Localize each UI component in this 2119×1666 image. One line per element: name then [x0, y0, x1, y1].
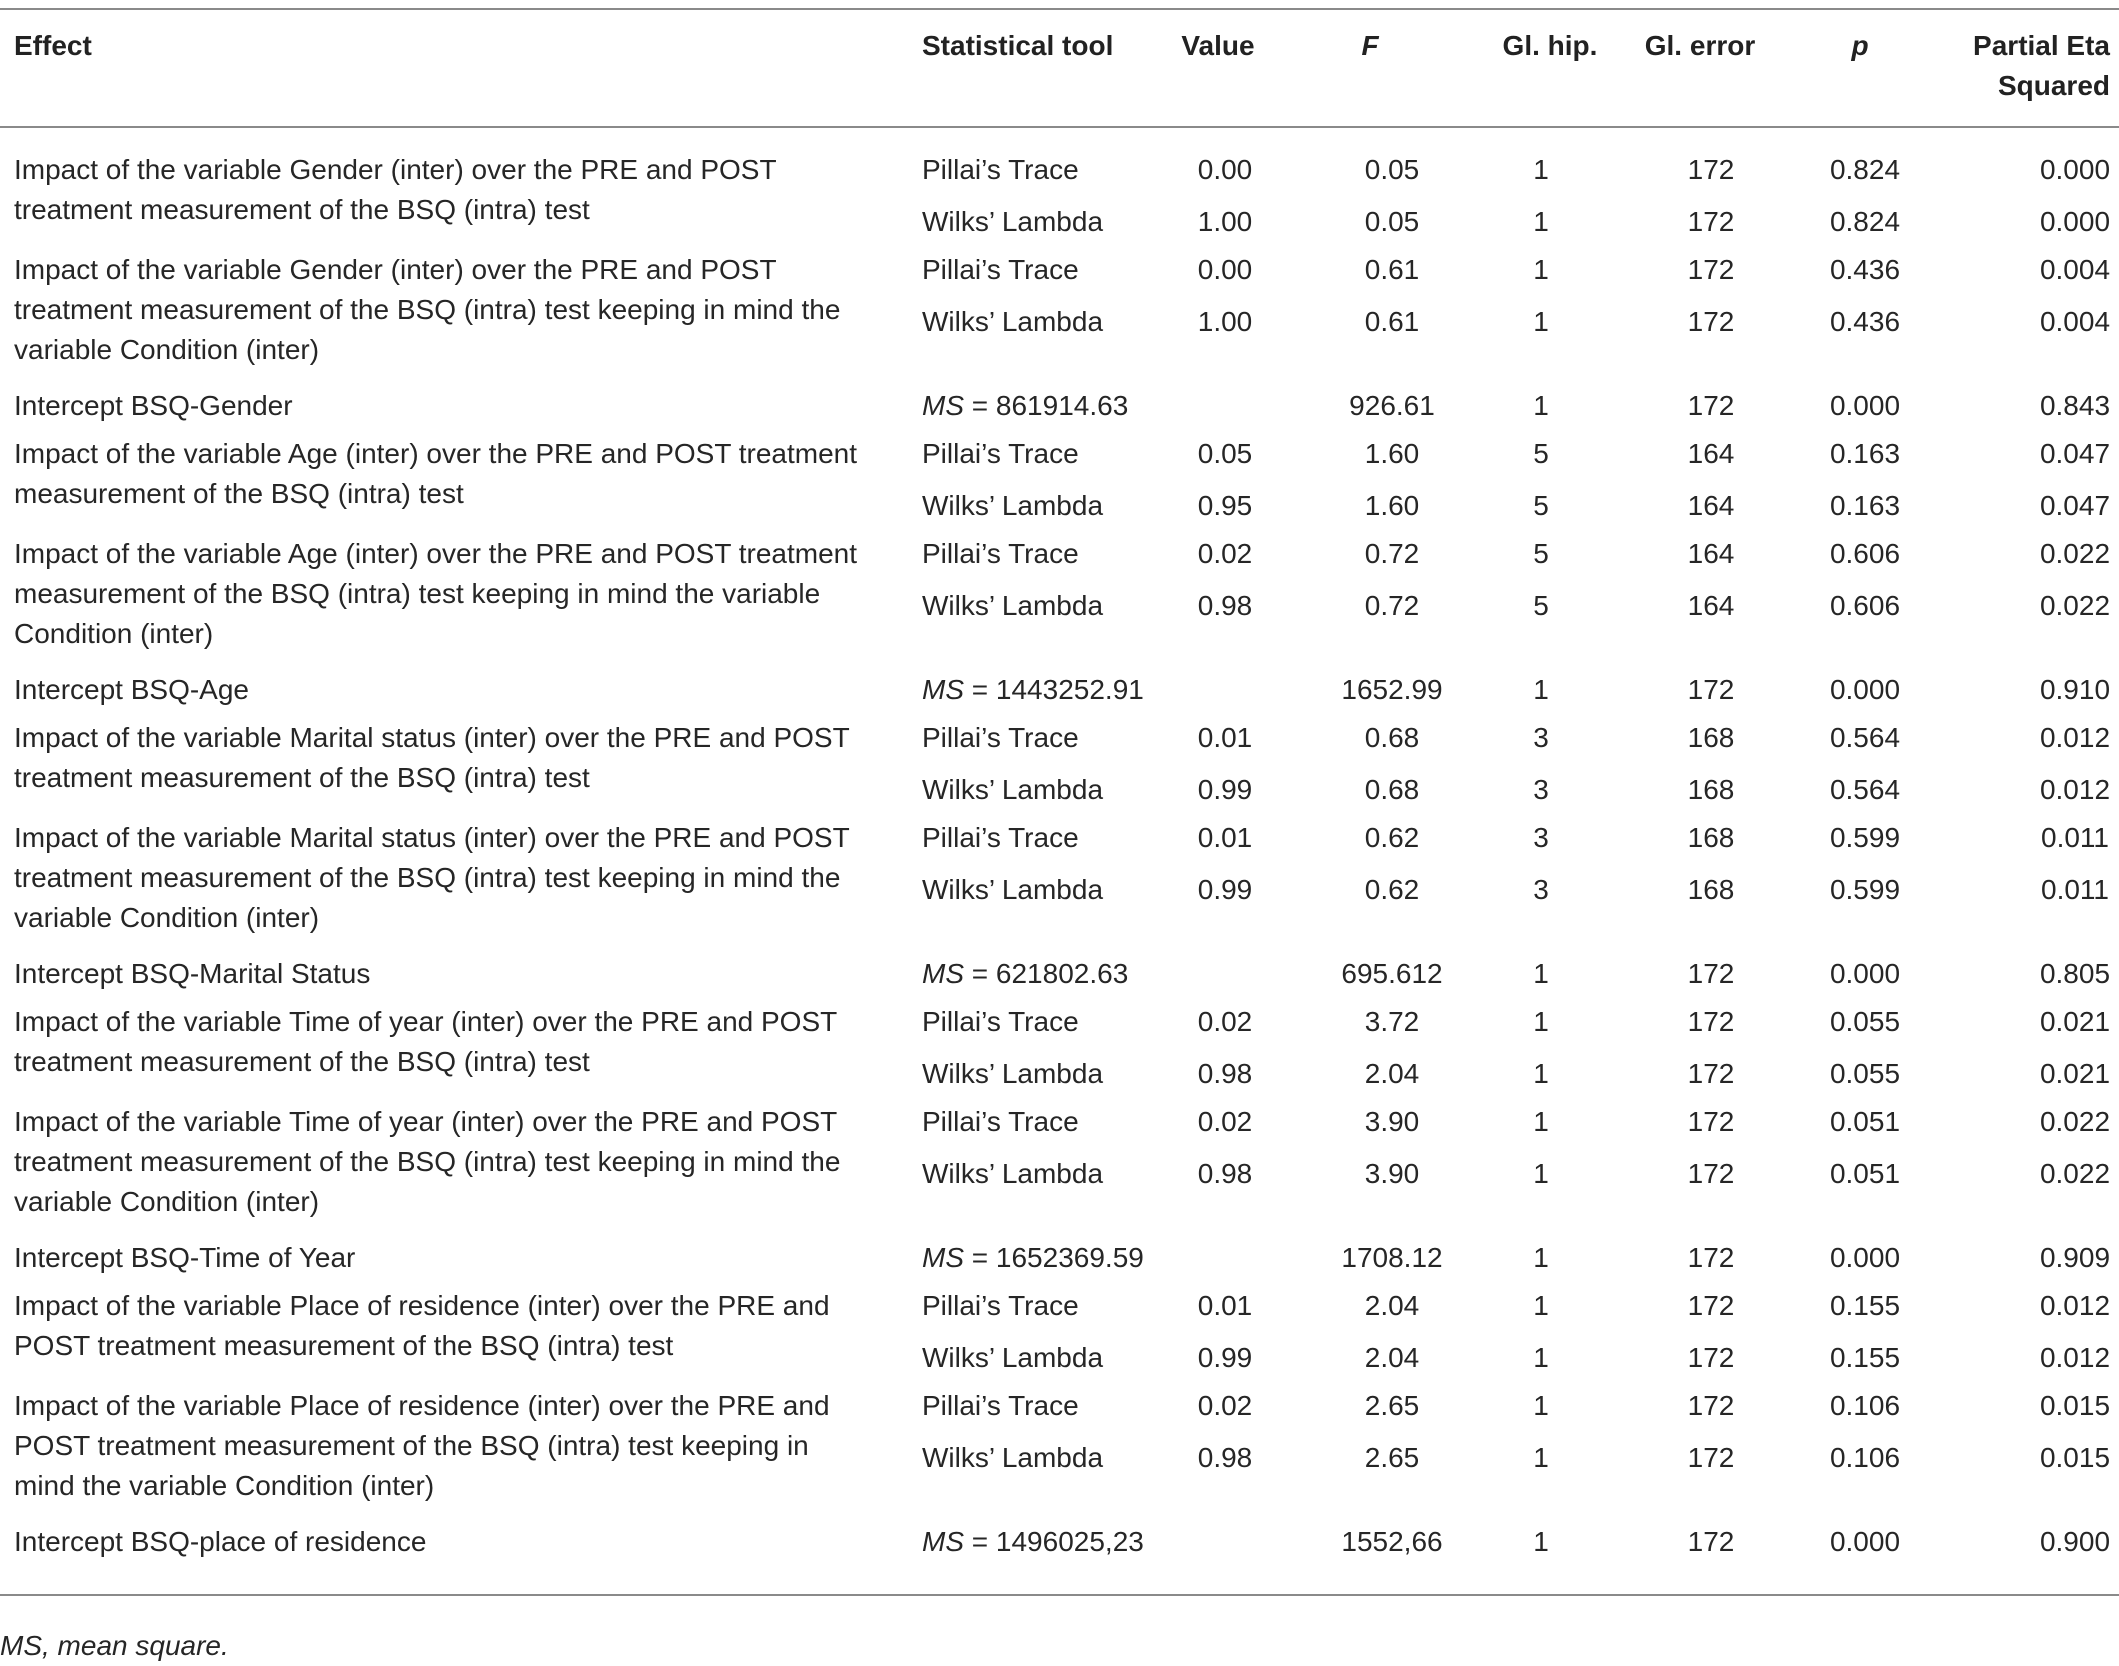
f-cell: 0.68 — [1364, 722, 1420, 753]
gl-error-cell: 172 — [1687, 154, 1735, 185]
p-cell: 0.055 — [1829, 1058, 1901, 1089]
gl-error-cell: 172 — [1687, 306, 1735, 337]
statistical-tool: Wilks’ Lambda — [922, 1342, 1104, 1373]
gl-error-cell: 164 — [1687, 438, 1735, 469]
header-rule — [0, 126, 2119, 128]
gl-hip-cell: 1 — [1533, 674, 1549, 705]
f-cell: 926.61 — [1349, 390, 1435, 421]
gl-hip-cell: 1 — [1533, 254, 1549, 285]
value-cell: 0.02 — [1197, 538, 1253, 569]
partial-eta-cell: 0.047 — [2039, 490, 2111, 521]
value-cell: 0.95 — [1197, 490, 1253, 521]
partial-eta-cell: 0.022 — [2039, 538, 2111, 569]
f-cell: 0.61 — [1364, 254, 1420, 285]
p-cell: 0.824 — [1829, 154, 1901, 185]
gl-error-cell: 172 — [1687, 390, 1735, 421]
partial-eta-cell: 0.000 — [2039, 206, 2111, 237]
f-cell: 3.72 — [1364, 1006, 1420, 1037]
partial-eta-cell: 0.022 — [2039, 590, 2111, 621]
bottom-rule — [0, 1594, 2119, 1596]
partial-eta-cell: 0.011 — [2041, 822, 2109, 853]
gl-hip-cell: 1 — [1533, 206, 1549, 237]
statistical-tool: Pillai’s Trace — [922, 538, 1079, 569]
p-cell: 0.155 — [1829, 1342, 1901, 1373]
statistical-tool: Pillai’s Trace — [922, 1290, 1079, 1321]
value-cell: 0.99 — [1197, 774, 1253, 805]
partial-eta-cell: 0.900 — [2039, 1526, 2111, 1557]
f-cell: 0.62 — [1364, 874, 1420, 905]
partial-eta-cell: 0.000 — [2039, 154, 2111, 185]
f-cell: 2.04 — [1364, 1342, 1420, 1373]
header-statistical-tool: Statistical tool — [922, 30, 1114, 61]
header-effect: Effect — [14, 30, 92, 61]
effect-label: Impact of the variable Gender (inter) over the PRE and POST — [14, 154, 777, 185]
gl-hip-cell: 1 — [1533, 1342, 1549, 1373]
effect-label: variable Condition (inter) — [14, 902, 320, 933]
header-gl-error: Gl. error — [1644, 30, 1756, 61]
ms-number: = 1496025,23 — [964, 1526, 1144, 1557]
statistical-tool: Wilks’ Lambda — [922, 774, 1104, 805]
partial-eta-cell: 0.012 — [2039, 722, 2111, 753]
value-cell: 0.00 — [1197, 254, 1253, 285]
gl-hip-cell: 3 — [1533, 774, 1549, 805]
ms-label: MS — [922, 958, 964, 989]
gl-error-cell: 172 — [1687, 1526, 1735, 1557]
gl-error-cell: 168 — [1687, 722, 1735, 753]
p-cell: 0.000 — [1829, 390, 1901, 421]
ms-number: = 1652369.59 — [964, 1242, 1144, 1273]
statistical-tool: Wilks’ Lambda — [922, 306, 1104, 337]
effect-label: Intercept BSQ-Time of Year — [14, 1242, 356, 1273]
p-cell: 0.000 — [1829, 958, 1901, 989]
value-cell: 0.02 — [1197, 1106, 1253, 1137]
effect-label: measurement of the BSQ (intra) test keeping in mind the variable — [14, 578, 821, 609]
ms-label: MS — [922, 1242, 964, 1273]
effect-label: mind the variable Condition (inter) — [14, 1470, 435, 1501]
statistical-tool: Wilks’ Lambda — [922, 1442, 1104, 1473]
f-cell: 1.60 — [1364, 490, 1420, 521]
gl-error-cell: 172 — [1687, 1006, 1735, 1037]
partial-eta-cell: 0.021 — [2039, 1006, 2111, 1037]
f-cell: 0.05 — [1364, 206, 1420, 237]
p-cell: 0.436 — [1829, 306, 1901, 337]
gl-hip-cell: 1 — [1533, 958, 1549, 989]
effect-label: Intercept BSQ-place of residence — [14, 1526, 427, 1557]
gl-error-cell: 172 — [1687, 1242, 1735, 1273]
gl-hip-cell: 1 — [1533, 1242, 1549, 1273]
gl-error-cell: 164 — [1687, 538, 1735, 569]
effect-label: Impact of the variable Time of year (inter) over the PRE and POST — [14, 1106, 838, 1137]
gl-hip-cell: 1 — [1533, 1106, 1549, 1137]
p-cell: 0.824 — [1829, 206, 1901, 237]
p-cell: 0.000 — [1829, 674, 1901, 705]
statistical-tool: Wilks’ Lambda — [922, 1158, 1104, 1189]
effect-label: POST treatment measurement of the BSQ (intra) test keeping in — [14, 1430, 809, 1461]
partial-eta-cell: 0.012 — [2039, 1290, 2111, 1321]
gl-hip-cell: 1 — [1533, 390, 1549, 421]
effect-label: variable Condition (inter) — [14, 334, 320, 365]
f-cell: 2.04 — [1364, 1058, 1420, 1089]
ms-label: MS — [922, 390, 964, 421]
partial-eta-cell: 0.805 — [2039, 958, 2111, 989]
f-cell: 0.61 — [1364, 306, 1420, 337]
gl-error-cell: 172 — [1687, 1442, 1735, 1473]
partial-eta-cell: 0.015 — [2039, 1442, 2111, 1473]
statistical-tool: Pillai’s Trace — [922, 1106, 1079, 1137]
ms-value — [922, 670, 1144, 710]
f-cell: 695.612 — [1341, 958, 1443, 989]
statistical-tool: Wilks’ Lambda — [922, 590, 1104, 621]
ms-number: = 1443252.91 — [964, 674, 1144, 705]
gl-hip-cell: 5 — [1533, 590, 1549, 621]
effect-label: Impact of the variable Gender (inter) over the PRE and POST — [14, 254, 777, 285]
p-cell: 0.436 — [1829, 254, 1901, 285]
gl-hip-cell: 1 — [1533, 1058, 1549, 1089]
p-cell: 0.606 — [1829, 538, 1901, 569]
gl-hip-cell: 3 — [1533, 722, 1549, 753]
value-cell: 0.01 — [1197, 722, 1253, 753]
p-cell: 0.155 — [1829, 1290, 1901, 1321]
gl-hip-cell: 1 — [1533, 306, 1549, 337]
footnote: MS, mean square. — [0, 1630, 229, 1661]
value-cell: 0.99 — [1197, 1342, 1253, 1373]
ms-value — [922, 1238, 1144, 1278]
ms-value — [922, 1522, 1144, 1562]
p-cell: 0.000 — [1829, 1242, 1901, 1273]
gl-hip-cell: 1 — [1533, 1290, 1549, 1321]
p-cell: 0.606 — [1829, 590, 1901, 621]
header-squared: Squared — [1997, 70, 2110, 101]
statistical-tool: Pillai’s Trace — [922, 722, 1079, 753]
p-cell: 0.163 — [1829, 490, 1901, 521]
gl-error-cell: 172 — [1687, 1158, 1735, 1189]
effect-label: treatment measurement of the BSQ (intra) test — [14, 762, 590, 793]
gl-hip-cell: 3 — [1533, 874, 1549, 905]
p-cell: 0.599 — [1829, 822, 1901, 853]
gl-error-cell: 172 — [1687, 1058, 1735, 1089]
f-cell: 2.04 — [1364, 1290, 1420, 1321]
gl-hip-cell: 5 — [1533, 538, 1549, 569]
partial-eta-cell: 0.012 — [2039, 1342, 2111, 1373]
ms-number: = 861914.63 — [964, 390, 1129, 421]
effect-label: treatment measurement of the BSQ (intra) test keeping in mind the — [14, 294, 841, 325]
gl-error-cell: 164 — [1687, 490, 1735, 521]
f-cell: 2.65 — [1364, 1442, 1420, 1473]
statistical-tool: Pillai’s Trace — [922, 154, 1079, 185]
value-cell: 0.98 — [1197, 1442, 1253, 1473]
partial-eta-cell: 0.015 — [2039, 1390, 2111, 1421]
gl-hip-cell: 5 — [1533, 490, 1549, 521]
gl-hip-cell: 1 — [1533, 1526, 1549, 1557]
gl-hip-cell: 3 — [1533, 822, 1549, 853]
effect-label: POST treatment measurement of the BSQ (intra) test — [14, 1330, 674, 1361]
effect-label: Intercept BSQ-Age — [14, 674, 250, 705]
value-cell: 0.02 — [1197, 1390, 1253, 1421]
effect-label: treatment measurement of the BSQ (intra) test keeping in mind the — [14, 1146, 841, 1177]
p-cell: 0.599 — [1829, 874, 1901, 905]
f-cell: 1652.99 — [1341, 674, 1443, 705]
value-cell: 0.98 — [1197, 1158, 1253, 1189]
gl-error-cell: 172 — [1687, 254, 1735, 285]
effect-label: Intercept BSQ-Gender — [14, 390, 293, 421]
header-partial-eta: Partial Eta — [1973, 30, 2110, 61]
gl-error-cell: 172 — [1687, 674, 1735, 705]
value-cell: 1.00 — [1197, 306, 1253, 337]
p-cell: 0.106 — [1829, 1390, 1901, 1421]
value-cell: 0.01 — [1197, 822, 1253, 853]
value-cell: 0.99 — [1197, 874, 1253, 905]
partial-eta-cell: 0.022 — [2039, 1106, 2111, 1137]
p-cell: 0.000 — [1829, 1526, 1901, 1557]
gl-hip-cell: 5 — [1533, 438, 1549, 469]
value-cell: 0.98 — [1197, 590, 1253, 621]
gl-hip-cell: 1 — [1533, 154, 1549, 185]
f-cell: 3.90 — [1364, 1106, 1420, 1137]
p-cell: 0.564 — [1829, 774, 1901, 805]
f-cell: 0.68 — [1364, 774, 1420, 805]
gl-error-cell: 172 — [1687, 206, 1735, 237]
partial-eta-cell: 0.004 — [2039, 254, 2111, 285]
partial-eta-cell: 0.910 — [2039, 674, 2111, 705]
gl-error-cell: 164 — [1687, 590, 1735, 621]
statistical-tool: Pillai’s Trace — [922, 1006, 1079, 1037]
effect-label: Condition (inter) — [14, 618, 214, 649]
effect-label: treatment measurement of the BSQ (intra) test keeping in mind the — [14, 862, 841, 893]
value-cell: 0.01 — [1197, 1290, 1253, 1321]
gl-hip-cell: 1 — [1533, 1390, 1549, 1421]
partial-eta-cell: 0.047 — [2039, 438, 2111, 469]
statistical-tool: Pillai’s Trace — [922, 1390, 1079, 1421]
statistical-tool: Wilks’ Lambda — [922, 490, 1104, 521]
value-cell: 0.05 — [1197, 438, 1253, 469]
effect-label: Impact of the variable Time of year (inter) over the PRE and POST — [14, 1006, 838, 1037]
gl-hip-cell: 1 — [1533, 1158, 1549, 1189]
p-cell: 0.051 — [1829, 1158, 1901, 1189]
effect-label: Impact of the variable Age (inter) over the PRE and POST treatment — [14, 438, 858, 469]
partial-eta-cell: 0.022 — [2039, 1158, 2111, 1189]
p-cell: 0.163 — [1829, 438, 1901, 469]
statistical-tool: Wilks’ Lambda — [922, 1058, 1104, 1089]
ms-number: = 621802.63 — [964, 958, 1129, 989]
ms-value — [922, 954, 1128, 994]
f-cell: 3.90 — [1364, 1158, 1420, 1189]
f-cell: 0.72 — [1364, 538, 1420, 569]
partial-eta-cell: 0.004 — [2039, 306, 2111, 337]
effect-label: Impact of the variable Marital status (inter) over the PRE and POST — [14, 722, 850, 753]
gl-error-cell: 168 — [1687, 774, 1735, 805]
gl-error-cell: 172 — [1687, 1342, 1735, 1373]
f-cell: 1552,66 — [1341, 1526, 1443, 1557]
f-cell: 0.62 — [1364, 822, 1420, 853]
header-p: p — [1851, 30, 1869, 61]
partial-eta-cell: 0.011 — [2041, 874, 2109, 905]
value-cell: 0.00 — [1197, 154, 1253, 185]
value-cell: 0.98 — [1197, 1058, 1253, 1089]
partial-eta-cell: 0.021 — [2039, 1058, 2111, 1089]
header-gl-hip: Gl. hip. — [1502, 30, 1598, 61]
f-cell: 0.05 — [1364, 154, 1420, 185]
value-cell: 1.00 — [1197, 206, 1253, 237]
p-cell: 0.051 — [1829, 1106, 1901, 1137]
gl-error-cell: 172 — [1687, 1390, 1735, 1421]
p-cell: 0.564 — [1829, 722, 1901, 753]
gl-error-cell: 168 — [1687, 874, 1735, 905]
f-cell: 0.72 — [1364, 590, 1420, 621]
gl-error-cell: 172 — [1687, 1290, 1735, 1321]
statistical-tool: Wilks’ Lambda — [922, 874, 1104, 905]
header-value: Value — [1181, 30, 1255, 61]
effect-label: Impact of the variable Place of residence (inter) over the PRE and — [14, 1290, 830, 1321]
effect-label: Impact of the variable Marital status (inter) over the PRE and POST — [14, 822, 850, 853]
effect-label: Impact of the variable Age (inter) over the PRE and POST treatment — [14, 538, 858, 569]
effect-label: treatment measurement of the BSQ (intra) test — [14, 194, 590, 225]
top-rule — [0, 8, 2119, 10]
gl-hip-cell: 1 — [1533, 1442, 1549, 1473]
partial-eta-cell: 0.843 — [2039, 390, 2111, 421]
gl-error-cell: 172 — [1687, 958, 1735, 989]
statistical-tool: Wilks’ Lambda — [922, 206, 1104, 237]
header-f: F — [1361, 30, 1379, 61]
statistical-tool: Pillai’s Trace — [922, 438, 1079, 469]
f-cell: 1.60 — [1364, 438, 1420, 469]
effect-label: measurement of the BSQ (intra) test — [14, 478, 464, 509]
ms-value — [922, 386, 1128, 426]
partial-eta-cell: 0.012 — [2039, 774, 2111, 805]
f-cell: 1708.12 — [1341, 1242, 1443, 1273]
effect-label: variable Condition (inter) — [14, 1186, 320, 1217]
p-cell: 0.106 — [1829, 1442, 1901, 1473]
p-cell: 0.055 — [1829, 1006, 1901, 1037]
statistical-tool: Pillai’s Trace — [922, 822, 1079, 853]
gl-error-cell: 172 — [1687, 1106, 1735, 1137]
value-cell: 0.02 — [1197, 1006, 1253, 1037]
statistical-tool: Pillai’s Trace — [922, 254, 1079, 285]
gl-hip-cell: 1 — [1533, 1006, 1549, 1037]
ms-label: MS — [922, 674, 964, 705]
ms-label: MS — [922, 1526, 964, 1557]
effect-label: treatment measurement of the BSQ (intra) test — [14, 1046, 590, 1077]
gl-error-cell: 168 — [1687, 822, 1735, 853]
f-cell: 2.65 — [1364, 1390, 1420, 1421]
effect-label: Intercept BSQ-Marital Status — [14, 958, 371, 989]
effect-label: Impact of the variable Place of residence (inter) over the PRE and — [14, 1390, 830, 1421]
partial-eta-cell: 0.909 — [2039, 1242, 2111, 1273]
